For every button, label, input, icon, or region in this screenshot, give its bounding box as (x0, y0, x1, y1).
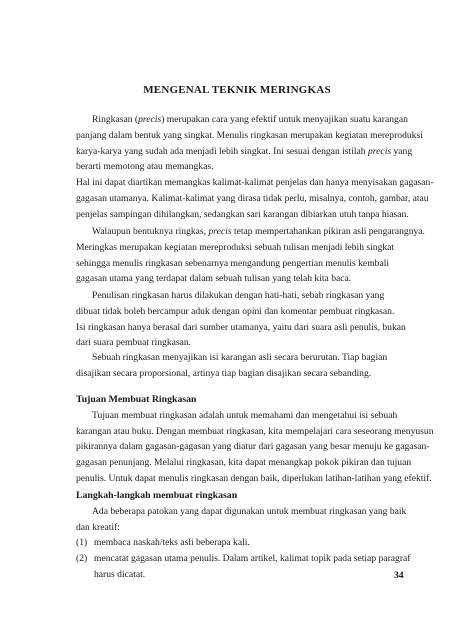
page-number: 34 (394, 570, 404, 581)
text-line: karangan atau buku. Dengan membuat ringkasan, kita mempelajari cara seseorang menyusun (76, 425, 434, 437)
text-line: mencatat gagasan utama penulis. Dalam artikel, kalimat topik pada setiap paragraf (94, 553, 411, 565)
list-item (76, 535, 410, 551)
text-line: Tujuan membuat ringkasan adalah untuk memahami dan mengetahui isi sebuah (92, 409, 398, 421)
text-line: Penulisan ringkasan harus dilakukan dengan hati-hati, sebab ringkasan yang (92, 290, 385, 301)
text-line: dan kreatif: (76, 521, 120, 533)
text-line: penjelas sampingan dihilangkan, sedangkan sari karangan dibiarkan utuh tanpa hiasan. (76, 208, 409, 220)
paragraph-2 (76, 224, 425, 287)
text-line: Ringkasan (precis) merupakan cara yang efektif untuk menyajikan suatu karangan (92, 114, 408, 125)
text-line: gagasan utama yang terdapat dalam sebuah tulisan yang telah kita baca. (76, 273, 352, 285)
text-line: Ada beberapa patokan yang dapat digunakan untuk membuat ringkasan yang baik (92, 505, 407, 517)
text-line: dibuat tidak boleh bercampur aduk dengan opini dan komentar pembuat ringkasan. (76, 305, 395, 317)
text-line: dari suara pembuat ringkasan. (76, 337, 192, 349)
section-heading: Tujuan Membuat Ringkasan (76, 394, 197, 405)
text-line: Walaupun bentuknya ringkas, precis tetap mempertahankan pikiran asli pengarangnya. (92, 226, 425, 237)
list-item (76, 551, 410, 583)
text-line: gagasan penunjang. Melalui ringkasan, kita dapat menangkap pokok pikiran dan tujuan (76, 457, 412, 469)
text-line: harus dicatat. (94, 568, 146, 580)
text-line: pikirannya dalam gagasan-gagasan yang diatur dari gagasan yang besar menuju ke gagasan- (76, 441, 430, 453)
page-title: MENGENAL TEKNIK MERINGKAS (143, 84, 331, 96)
text-line: membaca naskah/teks asli beberapa kali. (94, 537, 250, 549)
text-line: panjang dalam bentuk yang singkat. Menulis ringkasan merupakan kegiatan mereproduksi (76, 129, 423, 141)
paragraph-1 (76, 112, 434, 223)
list-number: (2) (76, 553, 88, 565)
section-heading: Langkah-langkah membuat ringkasan (76, 490, 238, 501)
text-line: gagasan utamanya. Kalimat-kalimat yang dirasa tidak perlu, misalnya, contoh, gambar, atau (76, 192, 429, 204)
text-line: sehingga menulis ringkasan sebenarnya mengandung pengertian menulis kembali (76, 257, 390, 269)
text-line: Isi ringkasan hanya berasal dari sumber utamanya, yaitu dari suara asli penulis, bukan (76, 321, 406, 333)
text-line: berarti memotong atau memangkas. (76, 161, 214, 173)
paragraph-3 (76, 288, 410, 351)
list-number: (1) (76, 537, 88, 549)
text-line: disajikan secara proporsional, artinya tiap bagian disajikan secara sebanding. (76, 367, 372, 379)
text-line: Meringkas merupakan kegiatan mereproduksi sebuah tulisan menjadi lebih singkat (76, 241, 395, 253)
text-line: Hal ini dapat diartikan memangkas kalimat-kalimat penjelas dan hanya menyisakan gagasan- (76, 177, 434, 189)
text-line: penulis. Untuk dapat menulis ringkasan dengan baik, diperlukan latihan-latihan yang efektif. (76, 472, 432, 484)
section-tujuan (76, 392, 434, 487)
section-langkah (76, 488, 410, 583)
text-line: Sebuah ringkasan menyajikan isi karangan asli secara berurutan. Tiap bagian (92, 352, 388, 363)
paragraph-4 (76, 350, 410, 382)
text-line: karya-karya yang sudah ada menjadi lebih singkat. Ini sesuai dengan istilah precis yang (76, 145, 413, 157)
